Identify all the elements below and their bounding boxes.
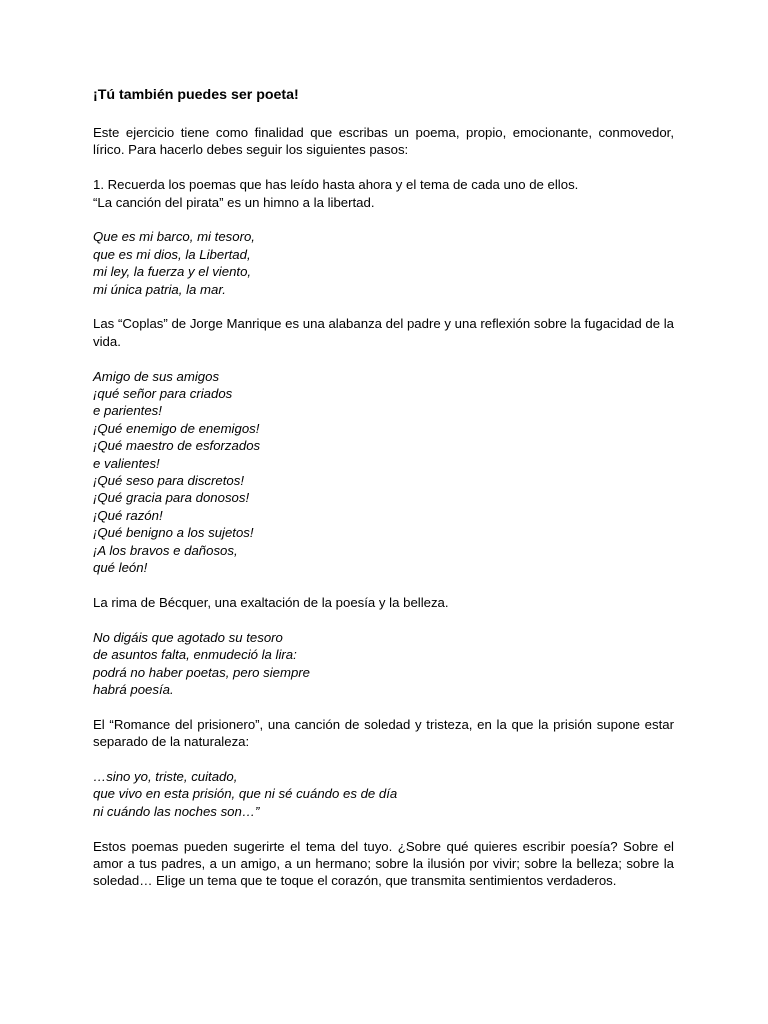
- spacer: [93, 211, 674, 228]
- poem-line: ¡Qué enemigo de enemigos!: [93, 420, 260, 436]
- poem-line: ¡Qué razón!: [93, 507, 163, 523]
- poem-line: Amigo de sus amigos: [93, 368, 220, 384]
- poem-line: Que es mi barco, mi tesoro,: [93, 229, 255, 245]
- spacer: [93, 159, 674, 176]
- poem-coplas: [93, 368, 674, 577]
- poem-line: que es mi dios, la Libertad,: [93, 246, 251, 262]
- poem-becquer: [93, 629, 674, 699]
- step1-paragraph: [93, 176, 674, 211]
- poem-line: ¡Qué benigno a los sujetos!: [93, 525, 254, 541]
- poem-romance: [93, 768, 674, 820]
- poem-line: e parientes!: [93, 403, 162, 419]
- poem-line: que vivo en esta prisión, que ni sé cuándo es de día: [93, 786, 398, 802]
- poem-line: ¡Qué maestro de esforzados: [93, 438, 261, 454]
- poem-line: ¡A los bravos e dañosos,: [93, 542, 238, 558]
- poem-line: ni cuándo las noches son…”: [93, 803, 260, 819]
- spacer: [93, 611, 674, 628]
- becquer-paragraph: La rima de Bécquer, una exaltación de la poesía y la belleza.: [93, 594, 449, 610]
- spacer: [93, 751, 674, 768]
- spacer: [93, 698, 674, 715]
- document-page: [93, 86, 674, 890]
- spacer: [93, 298, 674, 315]
- poem-line: habrá poesía.: [93, 681, 174, 697]
- poem-line: ¡qué señor para criados: [93, 386, 233, 402]
- poem-line: No digáis que agotado su tesoro: [93, 629, 283, 645]
- poem-pirata: [93, 228, 674, 298]
- poem-line: ¡Qué seso para discretos!: [93, 473, 244, 489]
- document-title: ¡Tú también puedes ser poeta!: [93, 87, 299, 103]
- poem-line: ¡Qué gracia para donosos!: [93, 490, 250, 506]
- poem-line: podrá no haber poetas, pero siempre: [93, 664, 311, 680]
- spacer: [93, 820, 674, 837]
- poem-line: mi ley, la fuerza y el viento,: [93, 264, 252, 280]
- closing-paragraph: Estos poemas pueden sugerirte el tema del tuyo. ¿Sobre qué quieres escribir poesía? Sobre el amor a tus padres, a un amigo, a un hermano; sobre la ilusión por vivir; sobre la belleza; sobre la soledad… Elige un tema que te toque el corazón, que transmita sentimientos verdaderos.: [93, 838, 674, 889]
- spacer: [93, 350, 674, 367]
- poem-line: e valientes!: [93, 455, 160, 471]
- poem-line: de asuntos falta, enmudeció la lira:: [93, 647, 297, 663]
- intro-paragraph: Este ejercicio tiene como finalidad que escribas un poema, propio, emocionante, conmovedor, lírico. Para hacerlo debes seguir los siguientes pasos:: [93, 125, 674, 158]
- poem-line: mi única patria, la mar.: [93, 281, 226, 297]
- step1-line2: “La canción del pirata” es un himno a la libertad.: [93, 194, 375, 210]
- romance-paragraph: El “Romance del prisionero”, una canción de soledad y tristeza, en la que la prisión supone estar separado de la naturaleza:: [93, 716, 674, 750]
- step1-line1: 1. Recuerda los poemas que has leído hasta ahora y el tema de cada uno de ellos.: [93, 177, 579, 193]
- coplas-paragraph: Las “Coplas” de Jorge Manrique es una alabanza del padre y una reflexión sobre la fugacidad de la vida.: [93, 316, 674, 349]
- poem-line: qué león!: [93, 560, 148, 576]
- poem-line: …sino yo, triste, cuitado,: [93, 768, 238, 784]
- spacer: [93, 577, 674, 594]
